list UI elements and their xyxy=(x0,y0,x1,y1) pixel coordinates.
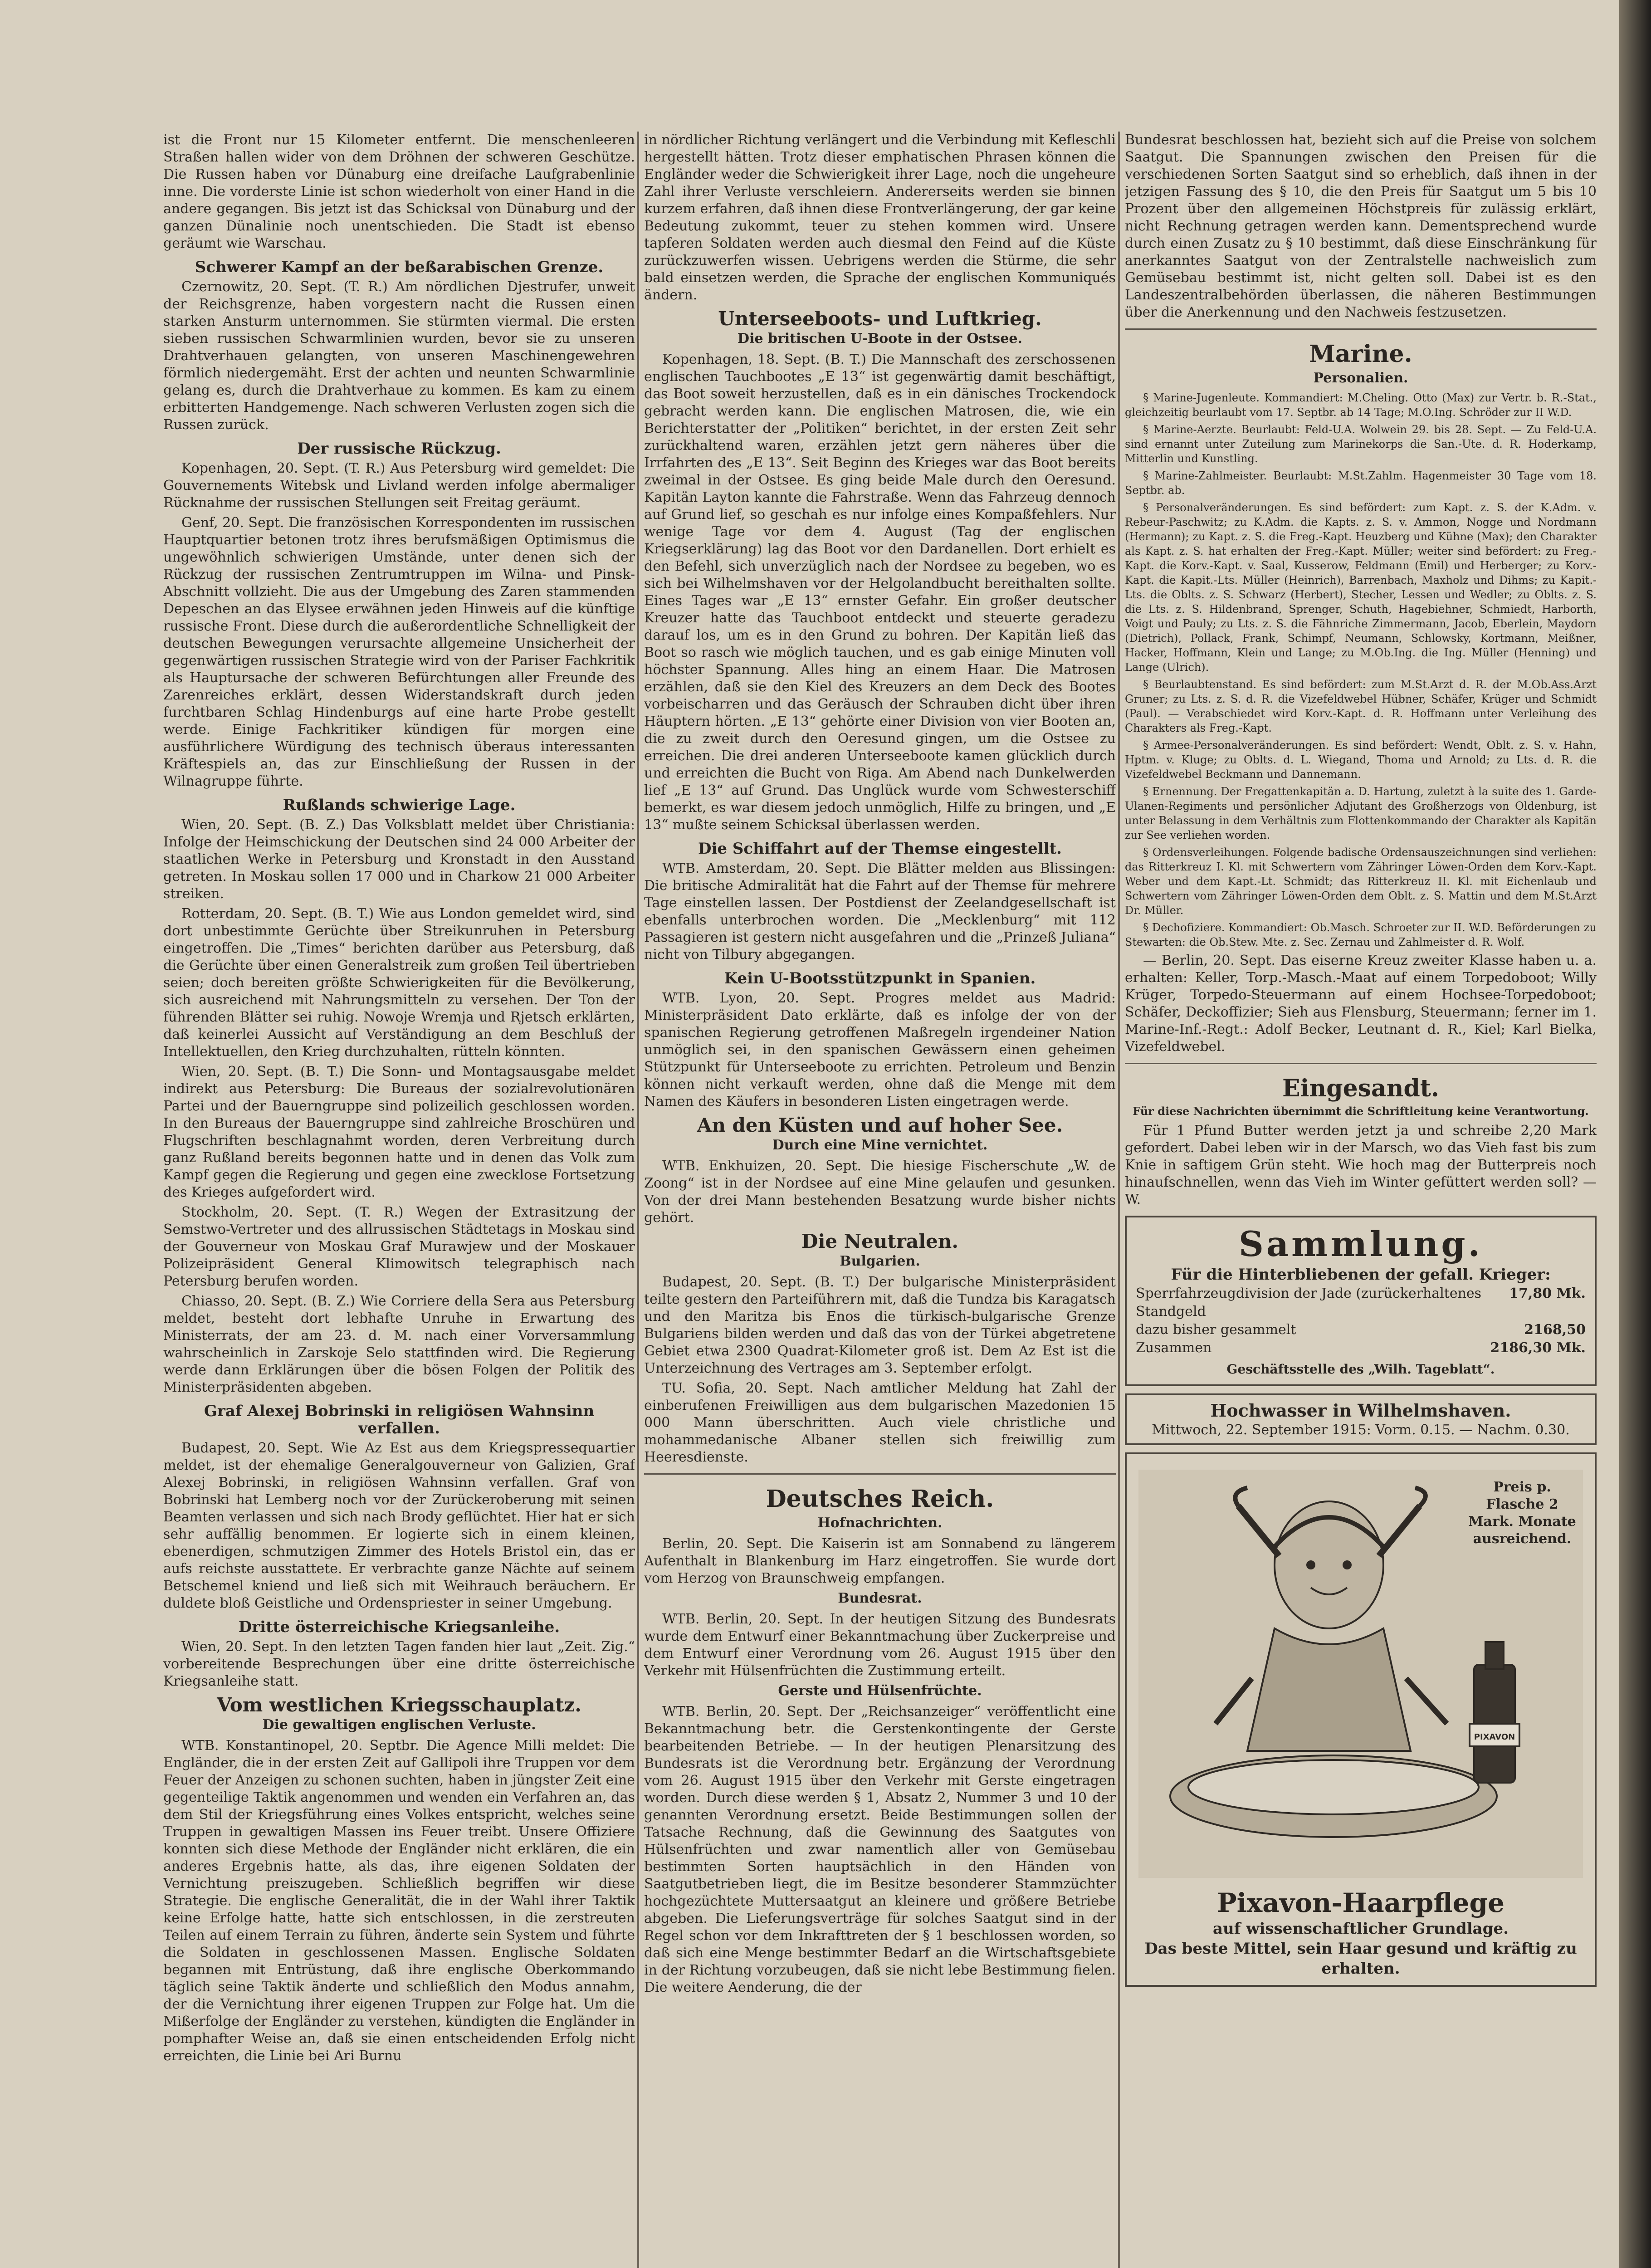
subheading: Bulgarien. xyxy=(840,1253,920,1269)
collection-row xyxy=(1136,1339,1586,1357)
column-2 xyxy=(644,132,1116,2268)
paragraph: § Marine-Jugenleute. Kommandiert: M.Cheling. Otto (Max) zur Vertr. b. R.-Stat., gleichzeitig beurlaubt vom 17. Septbr. ab 14 Tage; M.O.Ing. Schröder zur II W.D. xyxy=(1125,391,1597,419)
separator xyxy=(644,1473,1116,1475)
collection-line: Zusammen xyxy=(1136,1340,1212,1356)
paragraph: WTB. Amsterdam, 20. Sept. Die Blätter melden aus Blissingen: Die britische Admiralität hat die Fahrt auf der Themse für mehrere Tage einstellen lassen. Der Postdienst der Zeelandgesellschaft ist ebenfalls unterbrochen worden. Die „Mecklenburg“ mit 112 Passagieren ist gestern nicht ausgefahren und die „Prinzeß Juliana“ nicht von Tilbury abgegangen. xyxy=(644,860,1116,963)
collection-title: Sammlung. xyxy=(1239,1224,1483,1264)
subheading: Gerste und Hülsenfrüchte. xyxy=(778,1683,982,1699)
heading: Dritte österreichische Kriegsanleihe. xyxy=(238,1618,560,1636)
paragraph: WTB. Lyon, 20. Sept. Progres meldet aus Madrid: Ministerpräsident Dato erklärte, daß es infolge der von der spanischen Regierung getroffenen Maßregeln irgendeiner Nation unmöglich sei, in den spanischen Gewässern einen geheimen Stützpunkt für Unterseeboote zu errichten. Petroleum und Benzin können nicht verkauft werden, ohne daß die Menge mit dem Namen des Käufers in besonderen Listen eingetragen werde. xyxy=(644,990,1116,1110)
heading: Kein U-Bootsstützpunkt in Spanien. xyxy=(724,969,1036,987)
section-heading: Eingesandt. xyxy=(1282,1075,1439,1102)
paragraph: Budapest, 20. Sept. (B. T.) Der bulgarische Ministerpräsident teilte gestern den Parteiführern mit, daß die Tundza bis Karagatsch und den Maritza bis Enos die türkisch-bulgarische Grenze Bulgariens bilden werden und daß das von der Türkei abgetretene Gebiet etwa 2300 Quadrat-Kilometer groß ist. Dem Az Est ist die Unterzeichnung des Vertrages am 3. September erfolgt. xyxy=(644,1274,1116,1376)
heading: Graf Alexej Bobrinski in religiösen Wahnsinn verfallen. xyxy=(204,1402,595,1437)
column-rule xyxy=(1118,132,1120,2268)
collection-row xyxy=(1136,1285,1586,1321)
heading: Der russische Rückzug. xyxy=(297,440,501,458)
paragraph: § Personalveränderungen. Es sind befördert: zum Kapt. z. S. der K.Adm. v. Rebeur-Paschwitz; zu K.Adm. die Kapts. z. S. v. Ammon, Nogge und Nordmann (Hermann); zu Kapt. z. S. die Freg.-Kapt. Heuzberg und Kühne (Max); den Charakter als Kapt. z. S. hat erhalten der Freg.-Kapt. Müller; weiter sind befördert: zu Freg.-Kapt. die Korv.-Kapt. v. Saal, Kusserow, Feldmann (Emil) und Herberger; zu Korv.-Kapt. die Kapit.-Lts. Müller (Heinrich), Barrenbach, Maxholz und Dihms; zu Kapit.-Lts. die Oblts. z. S. Schwarz (Herbert), Stecher, Lessen und Wedler; zu Oblts. z. S. die Lts. z. S. Hildenbrand, Sprenger, Schuth, Hagebiehner, Schmiedt, Harborth, Voigt und Pauly; zu Lts. z. S. die Fähnriche Zimmermann, Jacob, Eberlein, Maydorn (Dietrich), Pollack, Frank, Schimpf, Neumann, Schlowsky, Kortmann, Meißner, Hacker, Hoffmann, Klein und Lange; zu M.Ob.Ing. die Ing. Müller (Henning) und Lange (Ulrich). xyxy=(1125,501,1597,674)
paragraph: Berlin, 20. Sept. Die Kaiserin ist am Sonnabend zu längerem Aufenthalt in Blankenburg im Harz eingetroffen. Sie wurde dort vom Herzog von Braunschweig empfangen. xyxy=(644,1536,1116,1586)
paragraph: in nördlicher Richtung verlängert und die Verbindung mit Kefleschli hergestellt hätten. Trotz dieser emphatischen Phrasen können die Engländer weder die Schwierigkeit ihrer Lage, noch die ungeheure Zahl ihrer Verluste verschleiern. Andererseits werden sie binnen kurzem erfahren, daß ihnen diese Frontverlängerung, der gar keine Bedeutung zukommt, teuer zu stehen kommen wird. Unsere tapferen Soldaten werden auch diesmal den Feind auf die Küste zurückzuwerfen wissen. Uebrigens werden die Stürme, die sehr bald einsetzen werden, die Sprache der englischen Kommuniqués ändern. xyxy=(644,132,1116,303)
column-3 xyxy=(1125,132,1597,2268)
paragraph: Wien, 20. Sept. (B. T.) Die Sonn- und Montagsausgabe meldet indirekt aus Petersburg: Die Bureaus der sozialrevolutionären Partei und der Bauerngruppe sind polizeilich geschlossen worden. In den Bureaus der Bauerngruppe sind zahlreiche Broschüren und Flugschriften beschlagnahmt worden, deren Verbreitung durch ganz Rußland bereits begonnen hatte und in denen das Volk zum Kampf gegen die Regierung und gegen eine zwecklose Fortsetzung des Krieges aufgefordert wird. xyxy=(163,1064,635,1200)
personnel-block xyxy=(1125,391,1597,949)
section-heading: Unterseeboots- und Luftkrieg. xyxy=(718,308,1042,330)
subheading: Die gewaltigen englischen Verluste. xyxy=(262,1717,536,1733)
paragraph: Für 1 Pfund Butter werden jetzt ja und schreibe 2,20 Mark gefordert. Dabei leben wir in der Marsch, wo das Vieh fast bis zum Knie in saftigem Grün steht. Wie hoch mag der Butterpreis noch hinaufschnellen, wenn das Vieh im Winter gefüttert werden soll? — W. xyxy=(1125,1123,1597,1207)
paragraph: WTB. Konstantinopel, 20. Septbr. Die Agence Milli meldet: Die Engländer, die in der ersten Zeit auf Gallipoli ihre Truppen vor dem Feuer der Anzeigen zu schonen suchten, haben in jüngster Zeit eine gegenteilige Taktik angenommen und wenden ein Verfahren an, das dem Stil der Kriegsführung eines Volkes entspricht, welches seine Truppen in gewaltigen Massen ins Feuer treibt. Unsere Offiziere konnten sich diese Methode der Engländer nicht erklären, die ein anderes Ergebnis hatte, als das, ihre eigenen Soldaten der Vernichtung preiszugeben. Schließlich begriffen wir diese Strategie. Die englische Generalität, die in der Wahl ihrer Taktik keine Erfolge hatte, hatte sich entschlossen, in die zerstreuten Teilen auf einem Terrain zu führen, änderte sein System und führte die Soldaten in geschlossenen Massen. Englische Soldaten begannen mit Entrüstung, daß ihre englische Oberkommando täglich seine Taktik änderte und schließlich den Modus annahm, der die Vernichtung ihrer eigenen Truppen zur Folge hat. Um die Mißerfolge der Engländer zu verstehen, kündigten die Engländer in pomphafter Weise an, daß sie einen entscheidenden Erfolg nicht erreichten, die Linie bei Ari Burnu xyxy=(163,1738,635,2064)
heading: Die Schiffahrt auf der Themse eingestellt. xyxy=(698,840,1062,858)
collection-amount: 2168,50 xyxy=(1524,1322,1586,1338)
paragraph: Bundesrat beschlossen hat, bezieht sich auf die Preise von solchem Saatgut. Die Spannungen zwischen den Preisen für die verschiedenen Sorten Saatgut sind so erheblich, daß ihnen in der jetzigen Fassung des § 10, die den Preis für Saatgut um 5 bis 10 Prozent über den allgemeinen Höchstpreis für zulässig erklärt, nicht Rechnung getragen werden kann. Dementsprechend wurde durch einen Zusatz zu § 10 bestimmt, daß diese Einschränkung für anerkanntes Saatgut von der Zentralstelle nachweislich zum Gemüsebau bestimmt ist, nicht gelten soll. Dabei ist es den Landeszentralbehörden überlassen, die näheren Bestimmungen über die Anerkennung und den Nachweis festzusetzen. xyxy=(1125,132,1597,320)
paragraph: WTB. Berlin, 20. Sept. Der „Reichsanzeiger“ veröffentlicht eine Bekanntmachung betr. die Gerstenkontingente der Gerste bearbeitenden Betriebe. — In der heutigen Plenarsitzung des Bundesrats ist die Verordnung betr. Ergänzung der Verordnung vom 26. August 1915 über den Verkehr mit Gerste eingetragen worden. Durch diese werden § 1, Absatz 2, Nummer 3 und 10 der genannten Verordnung ersetzt. Beide Bestimmungen sollen der Tatsache Rechnung, daß die Gewinnung des Saatgutes von Hülsenfrüchten und zwar namentlich aller von Gemüsebau bestimmten Sorten hauptsächlich in den Händen von Saatgutbetrieben liegt, die im Besitze besonderer Stammzüchter hochgezüchtete Muttersaatgut an kleinere und größere Betriebe abgeben. Die Lieferungsverträge für solches Saatgut sind in der Regel schon vor dem Inkrafttreten der § 1 beschlossen worden, so daß sich eine Menge bestimmter Bedarf an die Wirtschaftsgebiete in der Richtung vorzubeugen, daß sie nicht lebe Bestimmung fielen. Die weitere Aenderung, die der xyxy=(644,1704,1116,1995)
collection-line: Sperrfahrzeugdivision der Jade (zurückerhaltenes Standgeld xyxy=(1136,1286,1482,1320)
paragraph: TU. Sofia, 20. Sept. Nach amtlicher Meldung hat Zahl der einberufenen Freiwilligen aus dem bulgarischen Mazedonien 15 000 Mann überschritten. Auch viele christliche und mohammedanische Albaner stellen sich freiwillig zum Heeresdienste. xyxy=(644,1380,1116,1465)
collection-notice xyxy=(1125,1216,1597,1386)
paragraph: WTB. Enkhuizen, 20. Sept. Die hiesige Fischerschute „W. de Zoong“ ist in der Nordsee auf eine Mine gelaufen und gesunken. Von der drei Mann bestehenden Besatzung wurde bisher nichts gehört. xyxy=(644,1158,1116,1226)
brand-label: PIXAVON xyxy=(1474,1732,1515,1742)
paragraph: Stockholm, 20. Sept. (T. R.) Wegen der Extrasitzung der Semstwo-Vertreter und des allrussischen Städtetags in Moskau sind der Gouverneur von Moskau Graf Murawjew und der Moskauer Polizeipräsident General Klimowitsch telegraphisch nach Petersburg berufen worden. xyxy=(163,1204,635,1289)
paragraph: § Ernennung. Der Fregattenkapitän a. D. Hartung, zuletzt à la suite des 1. Garde-Ulanen-Regiments und persönlicher Adjutant des Großherzogs von Oldenburg, ist unter Belassung in dem Verhältnis zum Flottenkommando der Charakter als Kapitän zur See verliehen worden. xyxy=(1125,785,1597,841)
tide-title: Hochwasser in Wilhelmshaven. xyxy=(1210,1400,1511,1421)
heading: Schwerer Kampf an der beßarabischen Grenze. xyxy=(195,258,604,276)
section-heading: Deutsches Reich. xyxy=(766,1485,994,1513)
ad-illustration xyxy=(1136,1470,1586,1878)
paragraph: § Marine-Aerzte. Beurlaubt: Feld-U.A. Wolwein 29. bis 28. Sept. — Zu Feld-U.A. sind ernannt unter Zuteilung zum Marinekorps die San.-Ute. d. R. Hoderkamp, Mitterlin und Kunstling. xyxy=(1125,423,1597,465)
paragraph: Rotterdam, 20. Sept. (B. T.) Wie aus London gemeldet wird, sind dort unbestimmte Gerüchte über Streikunruhen in Petersburg eingetroffen. Die „Times“ berichten darüber aus Petersburg, daß die Gerüchte über einen Generalstreik zum großen Teil übertrieben seien; doch bereiten größte Schwierigkeiten für die Bevölkerung, sich ausreichend mit Nahrungsmitteln zu versehen. Der Ton der führenden Blätter sei ruhig. Nowoje Wremja und Rjetsch erklärten, daß keinerlei Aussicht auf Verständigung an dem Beschluß der Intellektuellen, den Krieg durchzuhalten, rütteln könnten. xyxy=(163,906,635,1060)
collection-footer: Geschäftsstelle des „Wilh. Tageblatt“. xyxy=(1226,1362,1495,1377)
section-heading: Marine. xyxy=(1309,340,1412,368)
page-edge xyxy=(1619,0,1651,2268)
paragraph: Kopenhagen, 18. Sept. (B. T.) Die Mannschaft des zerschossenen englischen Tauchbootes „E 13“ ist gegenwärtig damit beschäftigt, das Boot soweit herzustellen, daß es in ein dänisches Trockendock gebracht werden kann. Die englischen Matrosen, die, wie ein Berichterstatter der „Politiken“ berichtet, in der ersten Zeit sehr zurückhaltend waren, erzählen jetzt gern näheres über die Irrfahrten des „E 13“. Seit Beginn des Krieges war das Boot bereits zweimal in der Ostsee. Es ging beide Male durch den Oeresund. Kapitän Layton kannte die Fahrstraße. Wenn das Fahrzeug dennoch auf Grund lief, so geschah es nur infolge eines Kompaßfehlers. Nur wenige Tage vor dem 4. August (Tag der englischen Kriegserklärung) lag das Boot vor den Dardanellen. Dort erhielt es den Befehl, sich unverzüglich nach der Nordsee zu begeben, wo es sich bei Wilhelmshaven vor der Helgolandbucht bereithalten sollte. Eines Tages war „E 13“ ernster Gefahr. Ein großer deutscher Kreuzer hatte das Tauchboot entdeckt und steuerte geradezu darauf los, um es in den Grund zu bohren. Der Kapitän ließ das Boot so rasch wie möglich tauchen, und es gab einige Minuten voll höchster Spannung. Alles hing an einem Haar. Die Matrosen erzählen, daß sie den Kiel des Kreuzers an dem Deck des Bootes vorbeischarren und das Geräusch der Schrauben dicht über ihren Häuptern hörten. „E 13“ gehörte einer Division von vier Booten an, die zu zweit durch den Oeresund gingen, um die Ostsee zu erreichen. Die drei anderen Unterseeboote kamen glücklich durch und erreichten die Bucht von Riga. Am Abend nach Dunkelwerden lief „E 13“ auf Grund. Das Unglück wurde vom Schwesterschiff bemerkt, es war diesem jedoch unmöglich, Hilfe zu bringen, und „E 13“ mußte seinem Schicksal überlassen werden. xyxy=(644,352,1116,833)
paragraph: Czernowitz, 20. Sept. (T. R.) Am nördlichen Djestrufer, unweit der Reichsgrenze, haben vorgestern nacht die Russen einen starken Ansturm unternommen. Sie stürmten viermal. Die ersten sieben russischen Schwarmlinien wurden, bevor sie zu unseren Drahtverhauen gelangten, von unseren Maschinengewehren förmlich niedergemäht. Erst der achten und neunten Schwarmlinie gelang es, durch die Drahtverhaue zu kommen. Es kam zu einem erbitterten Handgemenge. Nach schweren Verlusten zogen sich die Russen zurück. xyxy=(163,279,635,433)
column-rule xyxy=(637,132,639,2268)
paragraph: § Ordensverleihungen. Folgende badische Ordensauszeichnungen sind verliehen: das Ritterkreuz I. Kl. mit Schwertern vom Zähringer Löwen-Orden dem Korv.-Kapt. Weber und dem Kapt.-Lt. Schmidt; das Ritterkreuz II. Kl. mit Eichenlaub und Schwertern vom Zähringer Löwen-Orden dem Oblt. z. S. Mattin und dem M.St.Arzt Dr. Müller. xyxy=(1125,846,1597,917)
columns xyxy=(163,132,1597,2268)
price-label: Preis p. Flasche 2 Mark. Monate ausreichend. xyxy=(1468,1479,1576,1547)
paragraph: § Dechofiziere. Kommandiert: Ob.Masch. Schroeter zur II. W.D. Beförderungen zu Stewarten: die Ob.Stew. Mte. z. Sec. Zernau und Zahlmeister d. R. Wolf. xyxy=(1125,921,1597,948)
tide-line: Mittwoch, 22. September 1915: Vorm. 0.15. — Nachm. 0.30. xyxy=(1152,1422,1570,1438)
section-heading: Vom westlichen Kriegsschauplatz. xyxy=(217,1694,581,1716)
collection-subtitle: Für die Hinterbliebenen der gefall. Krieger: xyxy=(1171,1266,1551,1284)
column-1 xyxy=(163,132,635,2268)
collection-amount: 2186,30 Mk. xyxy=(1490,1340,1586,1356)
paragraph: § Beurlaubtenstand. Es sind befördert: zum M.St.Arzt d. R. der M.Ob.Ass.Arzt Gruner; zu Lts. z. S. d. R. die Vizefeldwebel Hübner, Schäfer, Krüger und Schmidt (Paul). — Verabschiedet wird Korv.-Kapt. d. R. Hoffmann unter Verleihung des Charakters als Freg.-Kapt. xyxy=(1125,678,1597,734)
collection-amount: 17,80 Mk. xyxy=(1509,1286,1586,1301)
ad-subtitle: auf wissenschaftlicher Grundlage. xyxy=(1213,1920,1509,1938)
paragraph: Genf, 20. Sept. Die französischen Korrespondenten im russischen Hauptquartier betonen trotz ihres berufsmäßigen Optimismus die ungewöhnlich schwierigen Umstände, unter denen sich der Rückzug der russischen Zentrumtruppen im Wilna- und Pinsk-Abschnitt vollzieht. Die aus der Umgebung des Zaren stammenden Depeschen an das Elysee erwähnen jeden Hinweis auf die künftige russische Front. Diese durch die außerordentliche Schnelligkeit der deutschen Bewegungen verursachte allgemeine Unsicherheit der gegenwärtigen russischen Strategie wird von der Pariser Fachkritik als Hauptursache der schweren Befürchtungen aller Freunde des Zarenreiches erklärt, dessen Widerstandskraft durch jeden furchtbaren Schlag Hindenburgs auf eine harte Probe gestellt werde. Einige Fachkritiker kündigen für morgen eine ausführlichere Würdigung des technisch überaus interessanten Kräftespiels an, das zur Einschließung der Russen in der Wilnagruppe führte. xyxy=(163,515,635,789)
separator xyxy=(1125,328,1597,330)
separator xyxy=(1125,1063,1597,1064)
pixavon-ad xyxy=(1125,1452,1597,1987)
subheading: Durch eine Mine vernichtet. xyxy=(772,1137,988,1153)
subheading: Die britischen U-Boote in der Ostsee. xyxy=(738,331,1022,347)
paragraph: § Marine-Zahlmeister. Beurlaubt: M.St.Zahlm. Hagenmeister 30 Tage vom 18. Septbr. ab. xyxy=(1125,469,1597,497)
paragraph: ist die Front nur 15 Kilometer entfernt. Die menschenleeren Straßen hallen wider von dem Dröhnen der schweren Geschütze. Die Russen haben vor Dünaburg eine dreifache Laufgrabenlinie inne. Die vorderste Linie ist schon wiederholt von einer Hand in die andere gegangen. Bis jetzt ist das Schicksal von Dünaburg und der ganzen Dünalinie noch unentschieden. Die Stadt ist ebenso geräumt wie Warschau. xyxy=(163,132,635,251)
collection-line: dazu bisher gesammelt xyxy=(1136,1322,1296,1338)
subheading: Bundesrat. xyxy=(838,1590,922,1606)
paragraph: Budapest, 20. Sept. Wie Az Est aus dem Kriegspressequartier meldet, ist der ehemalige Generalgouverneur von Galizien, Graf Alexej Bobrinski, in religiösen Wahnsinn verfallen. Graf von Bobrinski hat Lemberg noch vor der Zurückeroberung mit seinen Beamten verlassen und sich nach Brody geflüchtet. Hier hat er sich sehr auffällig benommen. Er logierte sich in einem kleinen, ebenerdigen, schmutzigen Zimmer des Hotels Bristol ein, das er aufs reichste ausstattete. Er verbrachte ganze Nächte auf seinem Betschemel kniend und ließ sich mit Weihrauch beräuchern. Er duldete bloß Geistliche und Ordenspriester in seiner Umgebung. xyxy=(163,1440,635,1611)
tide-notice xyxy=(1125,1393,1597,1445)
section-heading: An den Küsten und auf hoher See. xyxy=(697,1114,1063,1136)
section-heading: Die Neutralen. xyxy=(801,1230,958,1252)
heading: Rußlands schwierige Lage. xyxy=(283,796,516,814)
paragraph: Wien, 20. Sept. (B. Z.) Das Volksblatt meldet über Christiania: Infolge der Heimschickung der Deutschen sind 24 000 Arbeiter der staatlichen Werke in Petersburg und Kronstadt in den Ausstand getreten. In Moskau sollen 17 000 und in Charkow 21 000 Arbeiter streiken. xyxy=(163,817,635,902)
paragraph: Chiasso, 20. Sept. (B. Z.) Wie Corriere della Sera aus Petersburg meldet, besteht dort lebhafte Unruhe in Erwartung des Ministerrats, der am 23. d. M. nach einer Vorversammlung wahrscheinlich in Zarskoje Selo stattfinden wird. Die Regierung werde dann Erklärungen über die bösen Folgen der Politik des Ministerpräsidenten abgeben. xyxy=(163,1293,635,1395)
ad-title: Pixavon-Haarpflege xyxy=(1216,1887,1505,1918)
subheading: Personalien. xyxy=(1313,370,1408,386)
ad-tagline: Das beste Mittel, sein Haar gesund und kräftig zu erhalten. xyxy=(1144,1940,1577,1978)
paragraph: Wien, 20. Sept. In den letzten Tagen fanden hier laut „Zeit. Zig.“ vorbereitende Besprechungen über eine dritte österreichische Kriegsanleihe statt. xyxy=(163,1639,635,1689)
subheading: Hofnachrichten. xyxy=(817,1515,943,1531)
collection-row xyxy=(1136,1321,1586,1339)
paragraph: Kopenhagen, 20. Sept. (T. R.) Aus Petersburg wird gemeldet: Die Gouvernements Witebsk und Livland werden infolge abermaliger Rücknahme der russischen Stellungen seit Freitag geräumt. xyxy=(163,460,635,511)
paragraph: § Armee-Personalveränderungen. Es sind befördert: Wendt, Oblt. z. S. v. Hahn, Hptm. v. Kluge; zu Oblts. d. L. Wiegand, Thoma und Arnold; zu Lts. d. R. die Vizefeldwebel Beckmann und Dannemann. xyxy=(1125,739,1597,781)
disclaimer: Für diese Nachrichten übernimmt die Schriftleitung keine Verantwortung. xyxy=(1133,1105,1589,1118)
paragraph: WTB. Berlin, 20. Sept. In der heutigen Sitzung des Bundesrats wurde dem Entwurf einer Bekanntmachung über Zuckerpreise und dem Entwurf einer Verordnung vom 26. August 1915 über den Verkehr mit Hülsenfrüchten die Zustimmung erteilt. xyxy=(644,1611,1116,1679)
paragraph: — Berlin, 20. Sept. Das eiserne Kreuz zweiter Klasse haben u. a. erhalten: Keller, Torp.-Masch.-Maat auf einem Torpedoboot; Willy Krüger, Torpedo-Steuermann auf einem Hochsee-Torpedoboot; Schäfer, Deckoffizier; Sieh aus Flensburg, Steuermann; ferner im 1. Marine-Inf.-Regt.: Adolf Becker, Leutnant d. R., Kiel; Karl Bielka, Vizefeldwebel. xyxy=(1125,953,1597,1055)
